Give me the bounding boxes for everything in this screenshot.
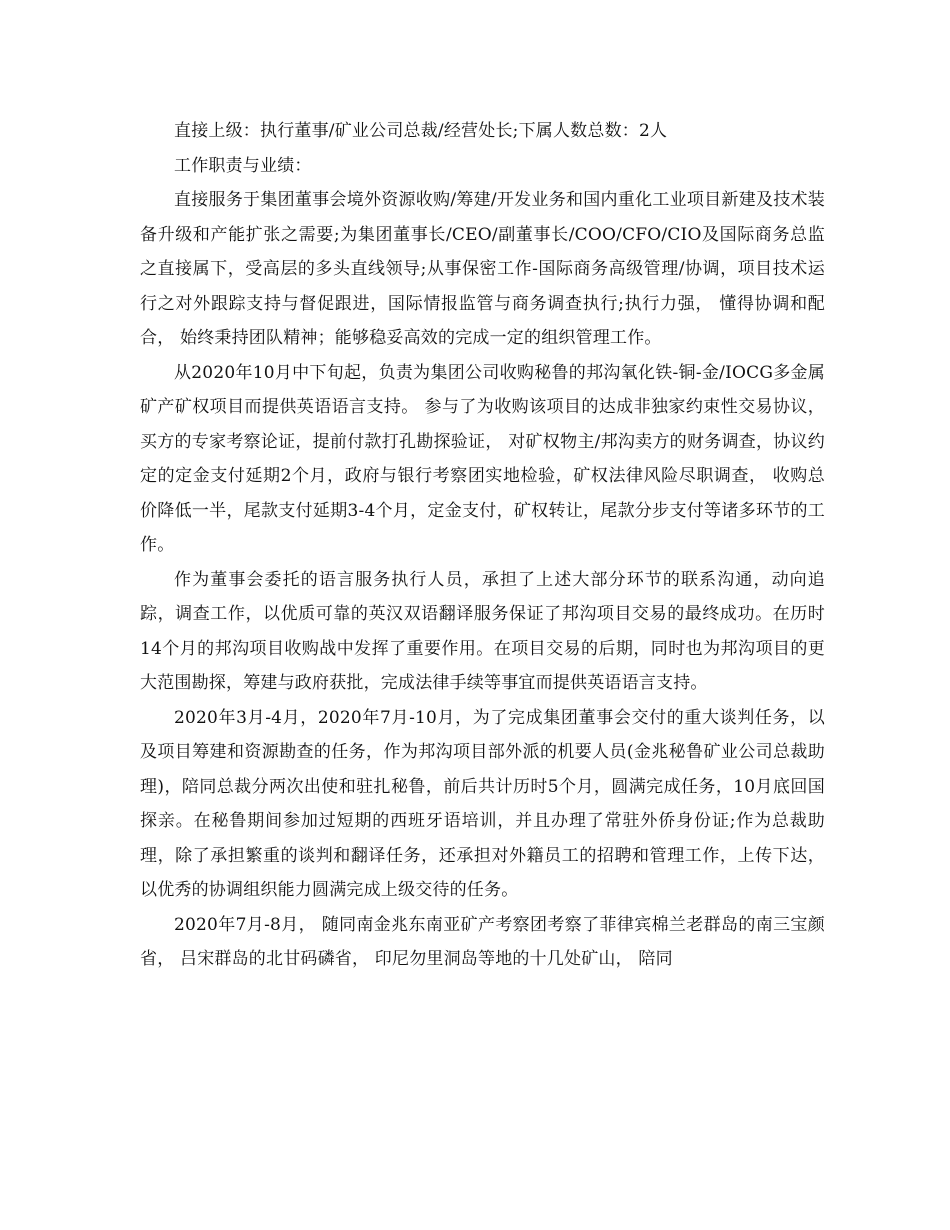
southeast-asia-paragraph: 2020年7月-8月， 随同南金兆东南亚矿产考察团考察了菲律宾棉兰老群岛的南三宝颜省， 吕宋群岛的北甘码磷省， 印尼勿里洞岛等地的十几处矿山， 陪同 [140,914,825,969]
document-body [140,114,825,977]
peru-assignment-paragraph: 2020年3月-4月，2020年7月-10月，为了完成集团董事会交付的重大谈判任务，以及项目筹建和资源勘查的任务，作为邦沟项目部外派的机要人员(金兆秘鲁矿业公司总裁助理)，陪同总裁分两次出使和驻扎秘鲁，前后共计历时5个月，圆满完成任务，10月底回国探亲。在秘鲁期间参加过短期的西班牙语培训，并且办理了常驻外侨身份证;作为总裁助理，除了承担繁重的谈判和翻译任务，还承担对外籍员工的招聘和管理工作，上传下达，以优秀的协调组织能力圆满完成上级交待的任务。 [140,707,825,900]
translation-service-paragraph: 作为董事会委托的语言服务执行人员，承担了上述大部分环节的联系沟通，动向追踪，调查工作，以优质可靠的英汉双语翻译服务保证了邦沟项目交易的最终成功。在历时14个月的邦沟项目收购战中发挥了重要作用。在项目交易的后期，同时也为邦沟项目的更大范围勘探，筹建与政府获批，完成法律手续等事宜而提供英语语言支持。 [140,569,825,693]
supervisor-line: 直接上级：执行董事/矿业公司总裁/经营处长;下属人数总数：2人 [174,121,668,141]
duties-heading: 工作职责与业绩： [174,155,312,176]
duties-paragraph: 直接服务于集团董事会境外资源收购/筹建/开发业务和国内重化工业项目新建及技术装备升级和产能扩张之需要;为集团董事长/CEO/副董事长/COO/CFO/CIO及国际商务总监之直接属下，受高层的多头直线领导;从事保密工作-国际商务高级管理/协调，项目技术运行之对外跟踪支持与督促跟进，国际情报监管与商务调查执行;执行力强， 懂得协调和配合， 始终秉持团队精神；能够稳妥高效的完成一定的组织管理工作。 [140,190,825,348]
acquisition-paragraph: 从2020年10月中下旬起，负责为集团公司收购秘鲁的邦沟氧化铁-铜-金/IOCG多金属矿产矿权项目而提供英语语言支持。 参与了为收购该项目的达成非独家约束性交易协议，买方的专家考察论证，提前付款打孔勘探验证， 对矿权物主/邦沟卖方的财务调查，协议约定的定金支付延期2个月，政府与银行考察团实地检验，矿权法律风险尽职调查， 收购总价降低一半，尾款支付延期3-4个月，定金支付，矿权转让，尾款分步支付等诸多环节的工作。 [140,362,825,555]
